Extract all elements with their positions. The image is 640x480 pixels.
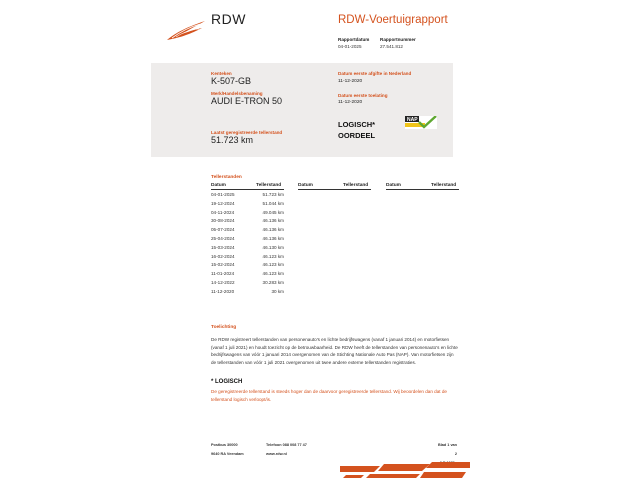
header-rule-2 xyxy=(298,189,371,190)
odo-reading: 30.283 km xyxy=(262,279,284,285)
first-adm-block xyxy=(338,93,388,105)
odo-reading: 46.136 km xyxy=(262,227,284,233)
odo-reading: 46.123 km xyxy=(262,271,284,277)
col-date-3: Datum xyxy=(386,183,401,188)
odo-date: 25-04-2024 xyxy=(211,235,235,241)
report-number-label: Rapportnummer xyxy=(380,37,416,42)
nap-logo-text: NAP xyxy=(407,117,418,123)
date-column xyxy=(211,191,235,297)
decorative-stripes xyxy=(340,462,470,478)
odo-reading: 51.044 km xyxy=(262,200,284,206)
odo-reading: 46.136 km xyxy=(262,235,284,241)
odo-date: 11-01-2024 xyxy=(211,271,235,277)
report-title: RDW-Voertuigrapport xyxy=(338,14,448,26)
footer-phone: Telefoon 088 008 77 47 xyxy=(266,443,307,447)
report-date-value: 04-01-2025 xyxy=(338,44,362,49)
footer-page-number: Blad 1 van 2 xyxy=(438,443,457,456)
odo-date: 14-12-2022 xyxy=(211,279,235,285)
odo-reading: 46.123 km xyxy=(262,253,284,259)
odo-reading: 51.723 km xyxy=(262,192,284,197)
header-rule-1 xyxy=(211,189,284,190)
odo-date: 15-02-2024 xyxy=(211,262,235,268)
footer-website[interactable]: www.rdw.nl xyxy=(266,452,287,456)
col-date-2: Datum xyxy=(298,183,313,188)
explanation-text: De RDW registreert tellerstanden van personenauto's en lichte bedrijfswagens (vanaf 1 januari 2014) en motorfietsen (vanaf 1 juli 2021) en houdt toezicht op de betrouwbaarheid. De RDW heeft de tellerstanden van personenauto's en lichte bedrijfswagens van vóór 1 januari 2014 overgenomen van de Stichting Nationale Auto Pas (NAP). Van motorfietsen zijn de tellerstanden van vóór 1 juli 2021 overgenomen uit twee andere externe tellerstanden registraties. xyxy=(211,337,458,365)
first-nl-block xyxy=(338,71,411,84)
col-reading-1: Tellerstand xyxy=(256,183,282,188)
odo-reading: 30 km xyxy=(271,288,284,294)
odo-date: 04-11-2024 xyxy=(211,209,235,215)
odo-reading: 46.136 km xyxy=(262,218,284,224)
nap-logo-icon xyxy=(405,116,437,129)
odometer-title: Tellerstanden xyxy=(211,175,242,180)
logic-title: * LOGISCH xyxy=(211,379,243,385)
header-rule-3 xyxy=(386,189,459,190)
reading-column xyxy=(244,191,284,297)
odo-date: 15-03-2024 xyxy=(211,244,235,250)
logic-text: De geregistreerde tellerstand is steeds hoger dan de daarvoor geregistreerde tellerstand. Wij beoordelen dan dat de tellerstand logisch verloopt/is. xyxy=(211,389,447,402)
col-date-1: Datum xyxy=(211,183,226,188)
odo-date: 16-02-2024 xyxy=(211,253,235,259)
odo-date: 04-01-2025 xyxy=(211,192,235,197)
odo-reading: 49.045 km xyxy=(262,209,284,215)
odo-reading: 46.123 km xyxy=(262,262,284,268)
footer-contact xyxy=(266,441,307,459)
col-reading-3: Tellerstand xyxy=(431,183,457,188)
plate-label: Kenteken xyxy=(211,71,232,76)
footer-address xyxy=(211,441,244,459)
first-nl-value: 11-12-2020 xyxy=(338,79,363,84)
verdict-line-2: OORDEEL xyxy=(338,131,376,140)
report-date-label: Rapportdatum xyxy=(338,37,370,42)
verdict xyxy=(338,119,375,141)
model-value: AUDI E-TRON 50 xyxy=(211,96,283,106)
report-number-value: 27.541.812 xyxy=(380,44,403,49)
odo-label: Laatst geregistreerde tellerstand xyxy=(211,130,283,135)
odo-reading: 46.130 km xyxy=(262,244,284,250)
report-date xyxy=(338,36,369,50)
footer-postbus: Postbus 30000 xyxy=(211,443,238,447)
odo-date: 05-07-2024 xyxy=(211,227,235,233)
model-block xyxy=(211,91,282,106)
rdw-logo xyxy=(166,20,206,42)
odo-value: 51.723 km xyxy=(211,135,254,145)
verdict-line-1: LOGISCH* xyxy=(338,120,376,129)
model-label: Merk/Handelsbenaming xyxy=(211,91,263,96)
explanation-title: Toelichting xyxy=(211,325,237,330)
footer-postcode: 9640 RA Veendam xyxy=(211,452,244,456)
odo-date: 30-08-2024 xyxy=(211,218,235,224)
report-number xyxy=(380,36,416,50)
brand-name: RDW xyxy=(211,11,246,27)
plate-value: K-507-GB xyxy=(211,76,252,86)
first-nl-label: Datum eerste afgifte in Nederland xyxy=(338,71,412,76)
odo-date: 19-12-2024 xyxy=(211,200,235,206)
first-adm-value: 11-12-2020 xyxy=(338,100,363,105)
col-reading-2: Tellerstand xyxy=(343,183,369,188)
plate-block xyxy=(211,71,251,86)
first-adm-label: Datum eerste toelating xyxy=(338,93,388,98)
odo-date: 11-12-2020 xyxy=(211,288,235,294)
odo-block xyxy=(211,130,282,145)
